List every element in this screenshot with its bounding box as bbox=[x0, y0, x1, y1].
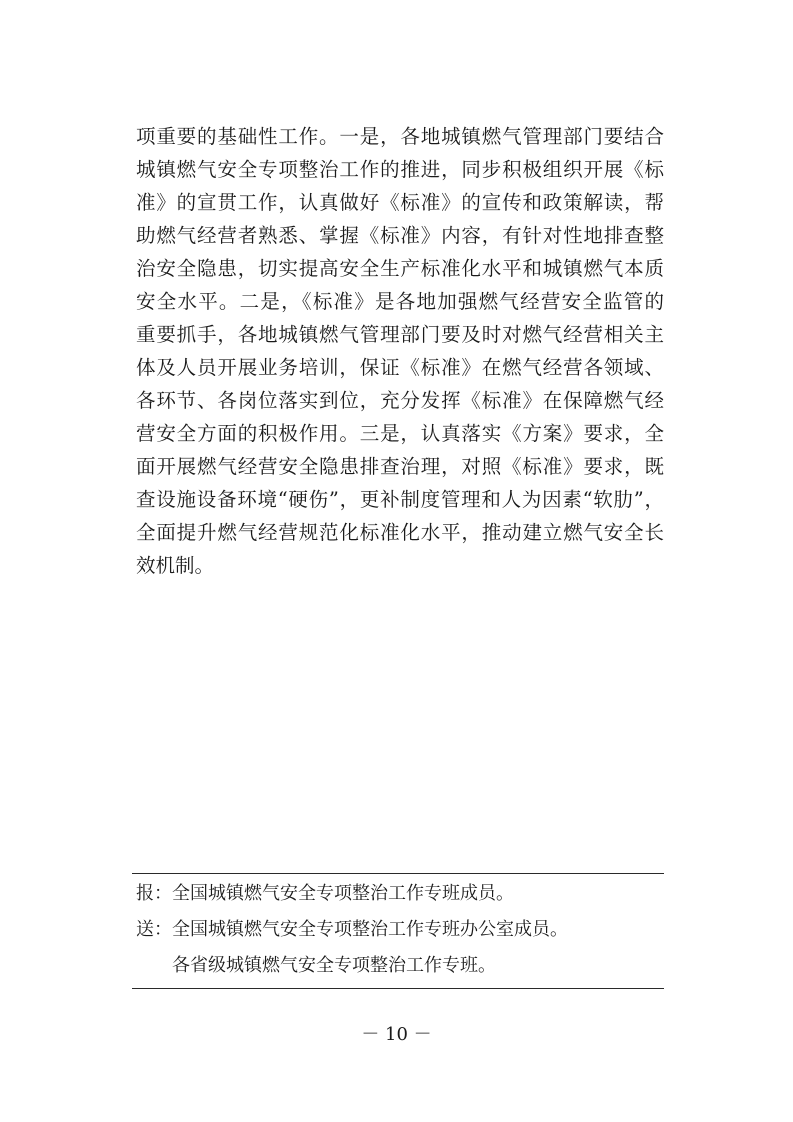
report-recipients: 全国城镇燃气安全专项整治工作专班成员。 bbox=[172, 883, 514, 904]
distribution-top-rule bbox=[132, 873, 664, 874]
body-line: 治安全隐患，切实提高安全生产标准化水平和城镇燃气本质 bbox=[136, 257, 664, 280]
body-line: 效机制。 bbox=[136, 554, 215, 577]
body-line: 准》的宣贯工作，认真做好《标准》的宣传和政策解读，帮 bbox=[136, 191, 664, 214]
body-line: 面开展燃气经营安全隐患排查治理，对照《标准》要求，既 bbox=[136, 455, 664, 478]
send-recipients-1: 全国城镇燃气安全专项整治工作专班办公室成员。 bbox=[172, 919, 568, 940]
body-text bbox=[136, 120, 664, 582]
send-to-line-2 bbox=[136, 948, 664, 984]
body-line: 查设施设备环境“硬伤”，更补制度管理和人为因素“软肋”， bbox=[136, 488, 664, 511]
report-label: 报： bbox=[136, 883, 172, 904]
body-line: 各环节、各岗位落实到位，充分发挥《标准》在保障燃气经 bbox=[136, 389, 664, 412]
body-line: 重要抓手，各地城镇燃气管理部门要及时对燃气经营相关主 bbox=[136, 323, 664, 346]
distribution-bottom-rule bbox=[132, 988, 664, 989]
body-line: 营安全方面的积极作用。三是，认真落实《方案》要求，全 bbox=[136, 422, 664, 445]
send-label: 送： bbox=[136, 919, 172, 940]
body-line: 项重要的基础性工作。一是，各地城镇燃气管理部门要结合 bbox=[136, 125, 664, 148]
report-to-line bbox=[136, 876, 664, 912]
body-line: 全面提升燃气经营规范化标准化水平，推动建立燃气安全长 bbox=[136, 521, 664, 544]
body-line: 城镇燃气安全专项整治工作的推进，同步积极组织开展《标 bbox=[136, 158, 664, 181]
body-line: 安全水平。二是，《标准》是各地加强燃气经营安全监管的 bbox=[136, 290, 664, 313]
body-line: 助燃气经营者熟悉、掌握《标准》内容，有针对性地排查整 bbox=[136, 224, 664, 247]
body-line: 体及人员开展业务培训，保证《标准》在燃气经营各领域、 bbox=[136, 356, 664, 379]
send-recipients-2: 各省级城镇燃气安全专项整治工作专班。 bbox=[172, 955, 496, 976]
page-number: － 10 － bbox=[361, 1024, 432, 1045]
distribution-list bbox=[136, 876, 664, 984]
send-to-line bbox=[136, 912, 664, 948]
